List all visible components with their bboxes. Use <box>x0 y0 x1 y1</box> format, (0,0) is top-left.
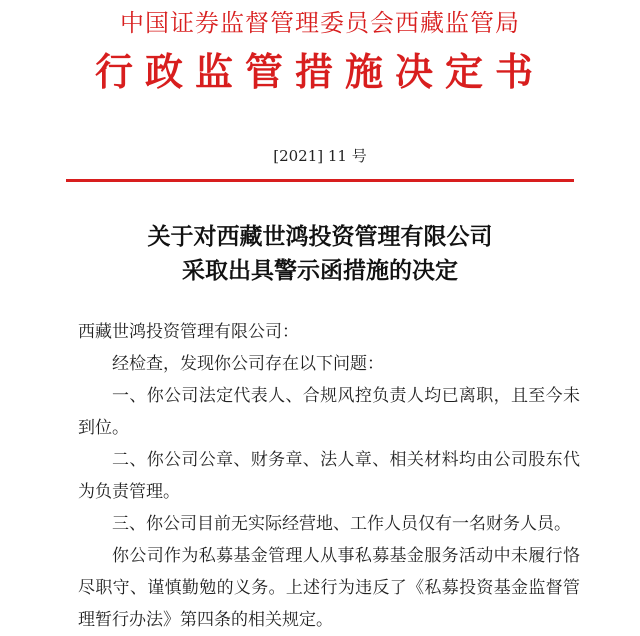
decision-subject <box>0 220 640 288</box>
document-type-title: 行政监管措施决定书 <box>94 49 545 94</box>
intro-paragraph: 经检查，发现你公司存在以下问题： <box>112 354 384 374</box>
issue-item-3: 三、你公司目前无实际经营地、工作人员仅有一名财务人员。 <box>112 514 571 534</box>
document-number: [2021] 11 号 <box>273 147 367 165</box>
subject-line-2: 采取出具警示函措施的决定 <box>182 257 458 284</box>
conclusion-paragraph: 你公司作为私募基金管理人从事私募基金服务活动中未履行恪尽职守、谨慎勤勉的义务。上述行为违反了《私募投资基金监督管理暂行办法》第四条的相关规定。 <box>78 546 580 630</box>
document-body <box>78 316 580 636</box>
issue-item-1: 一、你公司法定代表人、合规风控负责人均已离职，且至今未到位。 <box>78 386 580 438</box>
red-divider-line <box>66 179 574 182</box>
issuing-authority: 中国证券监督管理委员会西藏监管局 <box>120 9 520 37</box>
subject-line-1: 关于对西藏世鸿投资管理有限公司 <box>147 223 493 250</box>
issue-item-2: 二、你公司公章、财务章、法人章、相关材料均由公司股东代为负责管理。 <box>78 450 580 502</box>
addressee: 西藏世鸿投资管理有限公司： <box>78 322 299 342</box>
